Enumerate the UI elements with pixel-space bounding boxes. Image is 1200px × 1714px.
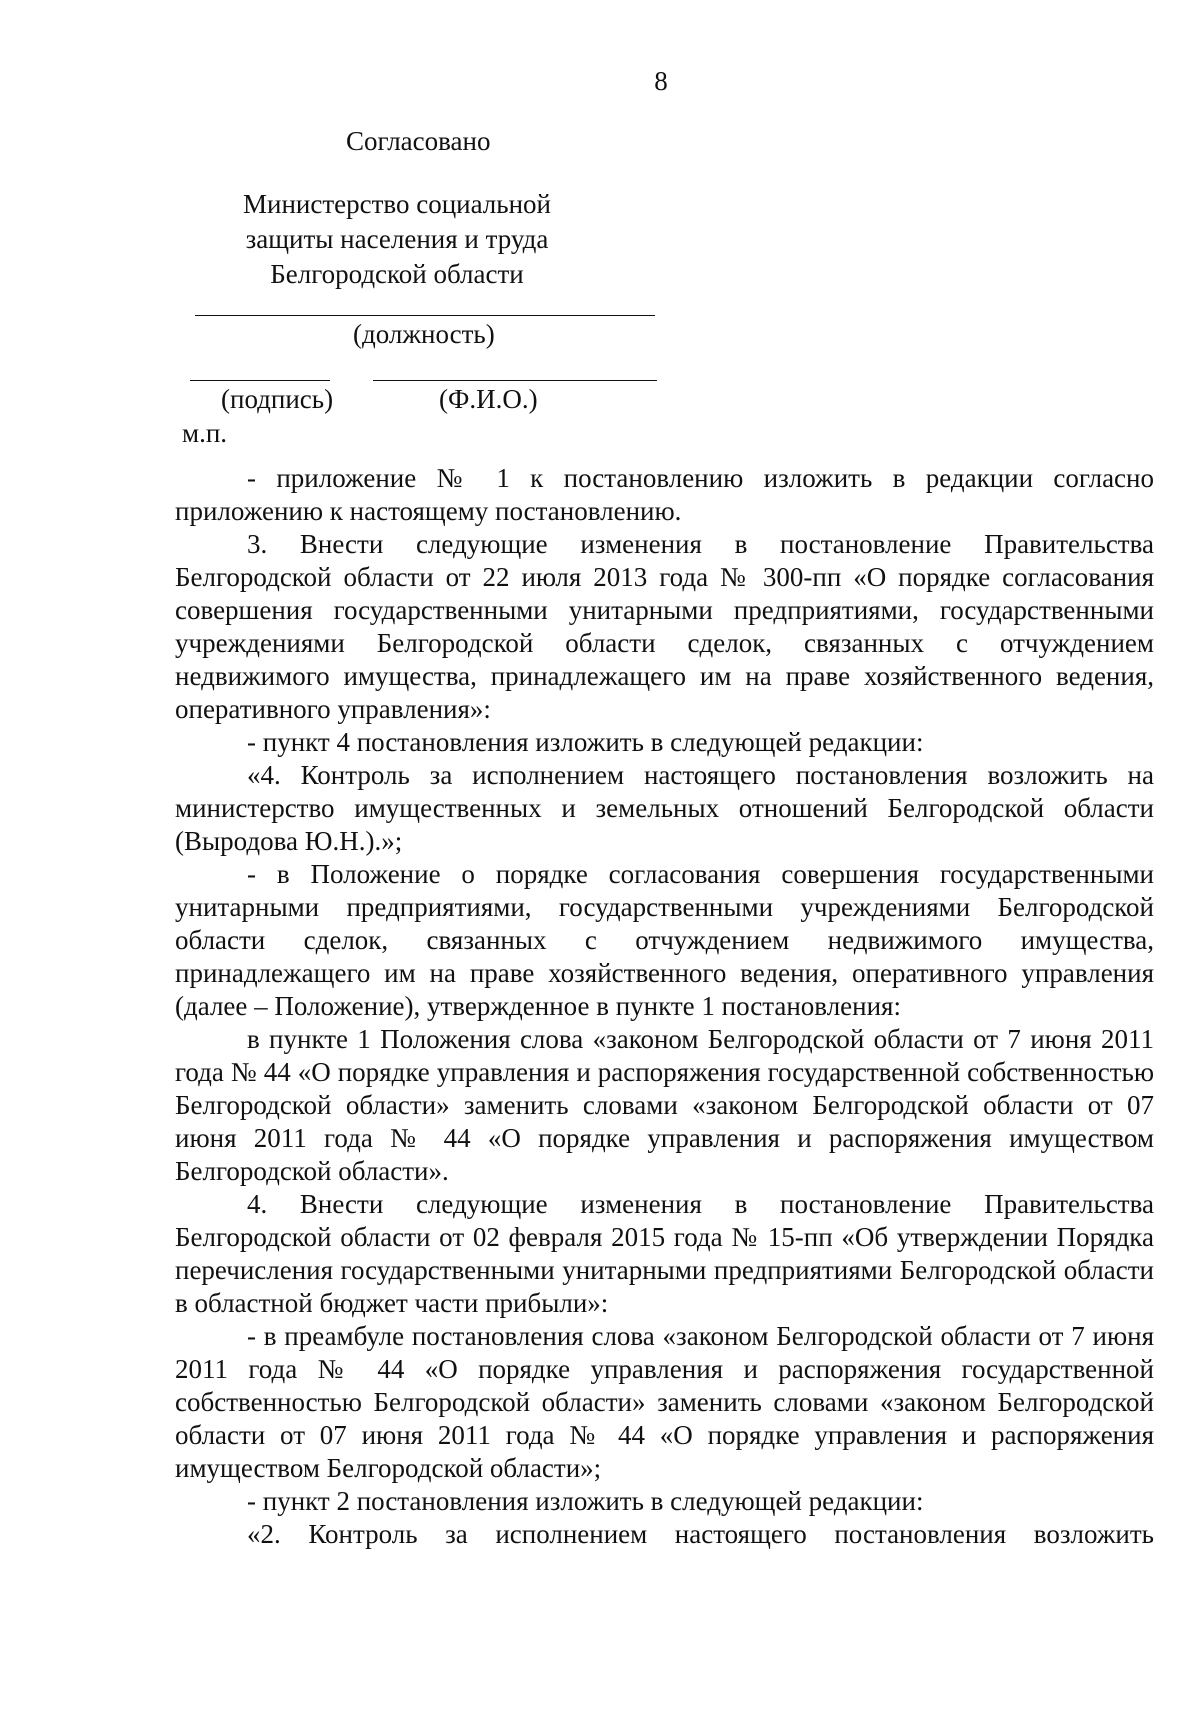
paragraph: - приложение № 1 к постановлению изложить в редакции согласно приложению к настоящему постановлению. — [175, 463, 1154, 526]
paragraph: - пункт 2 постановления изложить в следующей редакции: — [247, 1486, 924, 1516]
paragraph: 4. Внести следующие изменения в постановление Правительства Белгородской области от 02 февраля 2015 года № 15-пп «Об утверждении Порядка перечисления государственными унитарными предприятиями Белгородской области в областной бюджет части прибыли»: — [175, 1189, 1154, 1318]
position-line — [195, 315, 655, 316]
paragraph: в пункте 1 Положения слова «законом Белгородской области от 7 июня 2011 года № 44 «О порядке управления и распоряжения государственной собственностью Белгородской области» заменить словами «законом Белгородской области от 07 июня 2011 года № 44 «О порядке управления и распоряжения имуществом Белгородской области». — [175, 1024, 1154, 1186]
paragraph: «2. Контроль за исполнением настоящего постановления возложить — [247, 1519, 1154, 1549]
document-body — [175, 462, 1154, 1551]
stamp-label: м.п. — [182, 418, 228, 448]
signature-line — [190, 380, 330, 381]
position-caption: (должность) — [353, 319, 495, 349]
paragraph: - пункт 4 постановления изложить в следующей редакции: — [247, 727, 924, 757]
page-number: 8 — [654, 66, 668, 96]
name-caption: (Ф.И.О.) — [439, 384, 538, 414]
approval-heading: Согласовано — [346, 126, 491, 156]
paragraph: «4. Контроль за исполнением настоящего постановления возложить на министерство имущественных и земельных отношений Белгородской области (Выродова Ю.Н.).»; — [175, 760, 1154, 856]
paragraph: - в преамбуле постановления слова «законом Белгородской области от 7 июня 2011 года № 44 «О порядке управления и распоряжения государственной собственностью Белгородской области» заменить словами «законом Белгородской области от 07 июня 2011 года № 44 «О порядке управления и распоряжения имуществом Белгородской области»; — [175, 1321, 1154, 1483]
approving-organization: Министерство социальной защиты населения и труда Белгородской области — [242, 189, 551, 289]
paragraph: - в Положение о порядке согласования совершения государственными унитарными предприятиями, государственными учреждениями Белгородской области сделок, связанных с отчуждением недвижимого имущества, принадлежащего им на праве хозяйственного ведения, оперативного управления (далее – Положение), утвержденное в пункте 1 постановления: — [175, 859, 1154, 1021]
paragraph: 3. Внести следующие изменения в постановление Правительства Белгородской области от 22 июля 2013 года № 300-пп «О порядке согласования совершения государственными унитарными предприятиями, государственными учреждениями Белгородской области сделок, связанных с отчуждением недвижимого имущества, принадлежащего им на праве хозяйственного ведения, оперативного управления»: — [175, 529, 1154, 724]
signature-caption: (подпись) — [221, 384, 334, 414]
name-line — [373, 380, 657, 381]
